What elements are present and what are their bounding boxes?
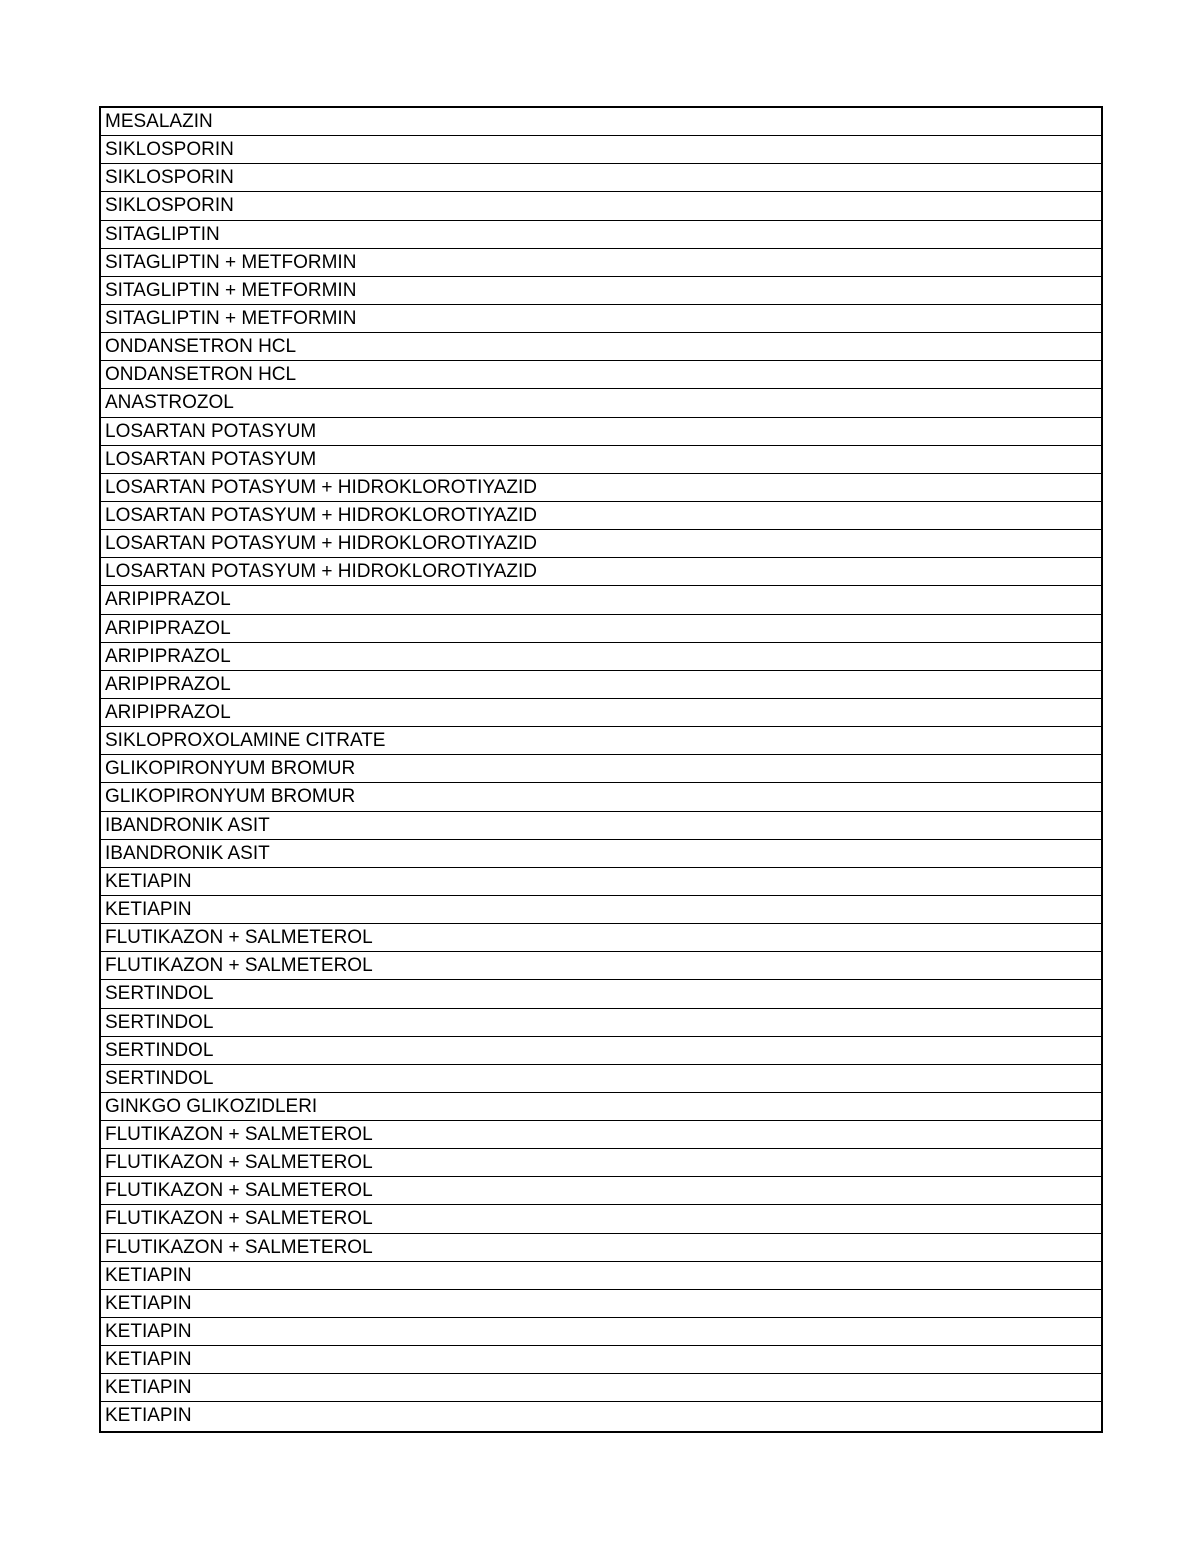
table-row: SERTINDOL — [101, 1009, 1101, 1037]
table-row: LOSARTAN POTASYUM — [101, 418, 1101, 446]
table-row: LOSARTAN POTASYUM — [101, 446, 1101, 474]
table-row: GLIKOPIRONYUM BROMUR — [101, 755, 1101, 783]
table-row: LOSARTAN POTASYUM + HIDROKLOROTIYAZID — [101, 530, 1101, 558]
table-row: ONDANSETRON HCL — [101, 333, 1101, 361]
table-row: KETIAPIN — [105, 1405, 192, 1427]
table-row: ONDANSETRON HCL — [101, 361, 1101, 389]
table-row: SIKLOPROXOLAMINE CITRATE — [101, 727, 1101, 755]
table-row: FLUTIKAZON + SALMETEROL — [101, 1149, 1101, 1177]
table-row: KETIAPIN — [101, 896, 1101, 924]
table-row: LOSARTAN POTASYUM + HIDROKLOROTIYAZID — [101, 502, 1101, 530]
table-row: GLIKOPIRONYUM BROMUR — [101, 783, 1101, 811]
table-row: SITAGLIPTIN + METFORMIN — [101, 277, 1101, 305]
table-row: SIKLOSPORIN — [101, 136, 1101, 164]
drug-list-table — [99, 106, 1103, 1433]
table-row: KETIAPIN — [101, 1346, 1101, 1374]
table-row: IBANDRONIK ASIT — [101, 840, 1101, 868]
table-row: LOSARTAN POTASYUM + HIDROKLOROTIYAZID — [101, 474, 1101, 502]
table-row: FLUTIKAZON + SALMETEROL — [101, 1121, 1101, 1149]
table-row: SERTINDOL — [101, 1065, 1101, 1093]
table-row: ANASTROZOL — [101, 389, 1101, 417]
table-row: SIKLOSPORIN — [101, 164, 1101, 192]
table-row: KETIAPIN — [101, 1374, 1101, 1402]
table-row: KETIAPIN — [101, 1290, 1101, 1318]
table-row: IBANDRONIK ASIT — [101, 812, 1101, 840]
table-row: ARIPIPRAZOL — [101, 586, 1101, 614]
table-row: SITAGLIPTIN + METFORMIN — [101, 249, 1101, 277]
table-row: ARIPIPRAZOL — [101, 615, 1101, 643]
table-row: GINKGO GLIKOZIDLERI — [101, 1093, 1101, 1121]
table-row: FLUTIKAZON + SALMETEROL — [101, 952, 1101, 980]
table-row: LOSARTAN POTASYUM + HIDROKLOROTIYAZID — [101, 558, 1101, 586]
table-row: ARIPIPRAZOL — [101, 671, 1101, 699]
table-row: SITAGLIPTIN + METFORMIN — [101, 305, 1101, 333]
table-row: FLUTIKAZON + SALMETEROL — [101, 1177, 1101, 1205]
table-row: KETIAPIN — [101, 1262, 1101, 1290]
table-row: SERTINDOL — [101, 980, 1101, 1008]
table-row: FLUTIKAZON + SALMETEROL — [101, 1205, 1101, 1233]
table-row: ARIPIPRAZOL — [101, 643, 1101, 671]
table-row: SITAGLIPTIN — [101, 221, 1101, 249]
table-row: FLUTIKAZON + SALMETEROL — [101, 1234, 1101, 1262]
table-row: ARIPIPRAZOL — [101, 699, 1101, 727]
table-row: SERTINDOL — [101, 1037, 1101, 1065]
table-row: MESALAZIN — [101, 108, 1101, 136]
table-row: KETIAPIN — [101, 1318, 1101, 1346]
table-row: KETIAPIN — [101, 868, 1101, 896]
table-row: SIKLOSPORIN — [101, 192, 1101, 220]
table-row: FLUTIKAZON + SALMETEROL — [101, 924, 1101, 952]
